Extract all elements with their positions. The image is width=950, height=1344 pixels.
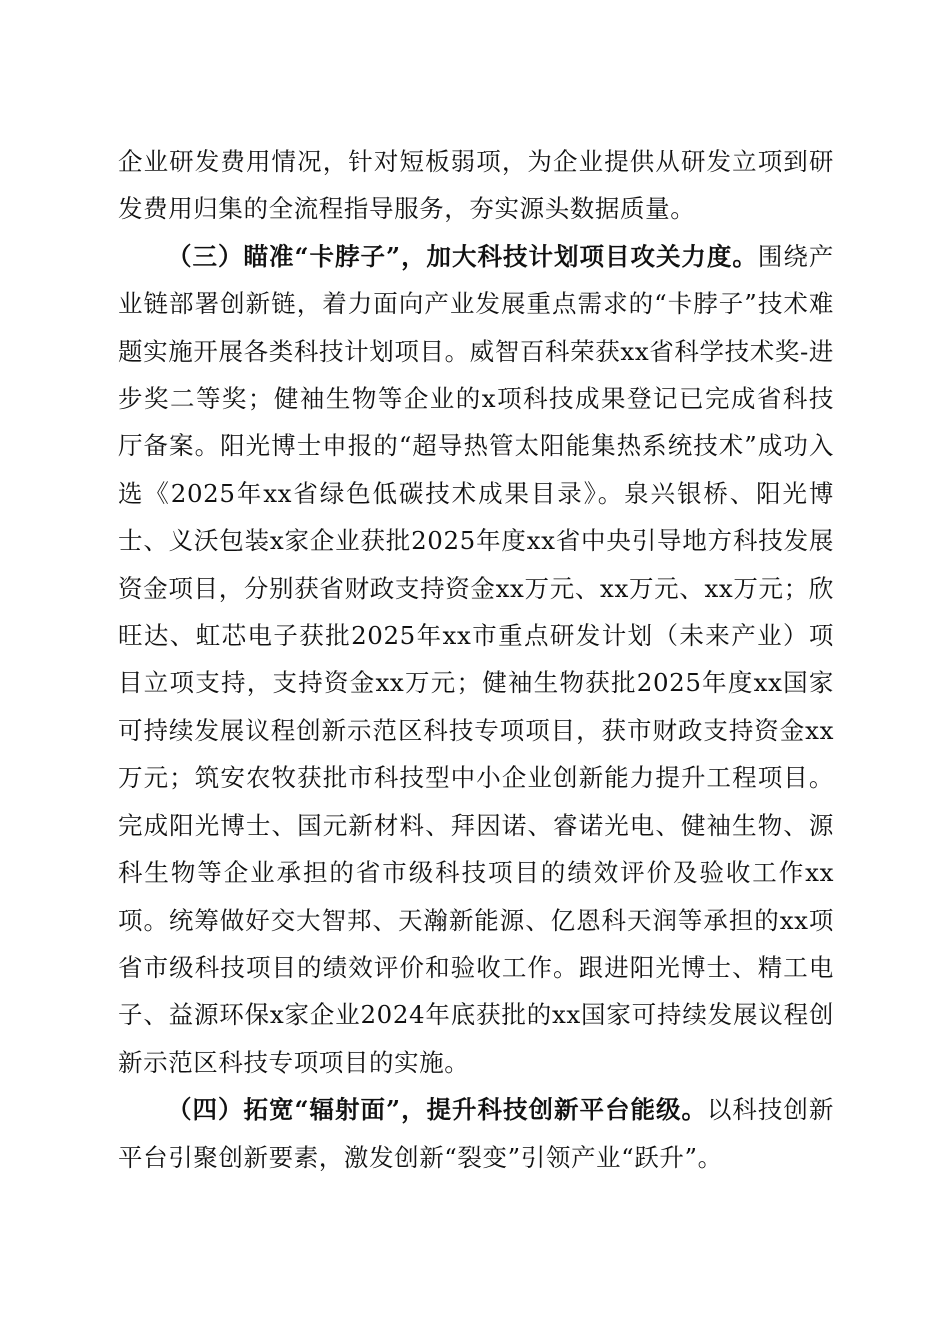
paragraph-text: 围绕产业链部署创新链，着力面向产业发展重点需求的“卡脖子”技术难题实施开展各类科技计划项目。威智百科荣获xx省科学技术奖-进步奖二等奖；健袖生物等企业的x项科技成果登记已完成省科技厅备案。阳光博士申报的“超导热管太阳能集热系统技术”成功入选《2025年xx省绿色低碳技术成果目录》。泉兴银桥、阳光博士、义沃包装x家企业获批2025年度xx省中央引导地方科技发展资金项目，分别获省财政支持资金xx万元、xx万元、xx万元；欣旺达、虹芯电子获批2025年xx市重点研发计划（未来产业）项目立项支持，支持资金xx万元；健袖生物获批2025年度xx国家可持续发展议程创新示范区科技专项项目，获市财政支持资金xx万元；筑安农牧获批市科技型中小企业创新能力提升工程项目。完成阳光博士、国元新材料、拜因诺、睿诺光电、健袖生物、源科生物等企业承担的省市级科技项目的绩效评价及验收工作xx项。统筹做好交大智邦、天瀚新能源、亿恩科天润等承担的xx项省市级科技项目的绩效评价和验收工作。跟进阳光博士、精工电子、益源环保x家企业2024年底获批的xx国家可持续发展议程创新示范区科技专项项目的实施。: [118, 241, 834, 1077]
paragraph-section-3: [118, 233, 834, 1086]
section-heading-4: （四）拓宽“辐射面”，提升科技创新平台能级。: [167, 1095, 707, 1125]
document-body: [118, 138, 834, 1181]
paragraph-text: 企业研发费用情况，针对短板弱项，为企业提供从研发立项到研发费用归集的全流程指导服务，夯实源头数据质量。: [118, 147, 834, 224]
paragraph-section-4: [118, 1086, 834, 1181]
paragraph-continuation: [118, 138, 834, 233]
paragraph-text: 以科技创新平台引聚创新要素，激发创新“裂变”引领产业“跃升”。: [118, 1095, 834, 1172]
section-heading-3: （三）瞄准“卡脖子”，加大科技计划项目攻关力度。: [167, 241, 758, 271]
